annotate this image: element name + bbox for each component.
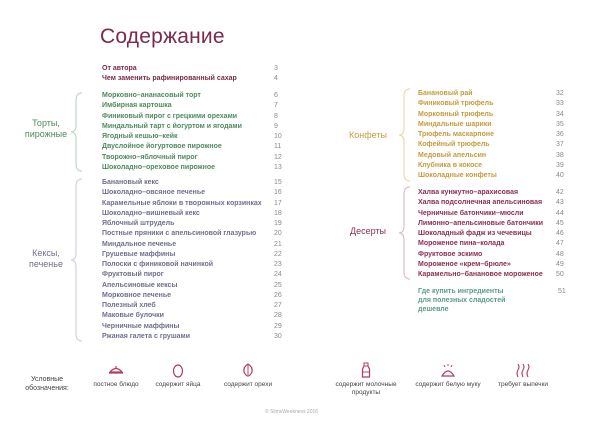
toc-entry-page: 4 (274, 75, 278, 83)
toc-entry-label: Мороженое «крем–брюле» (418, 260, 511, 268)
toc-entry-candies[interactable] (418, 99, 576, 109)
toc-entry-label: Миндальный тарт с йогуртом и ягодами (102, 122, 242, 130)
toc-entry-page: 32 (556, 90, 564, 97)
toc-entry-desserts[interactable] (418, 198, 576, 208)
legend-oven (490, 362, 556, 389)
flour-icon (440, 362, 456, 378)
legend-label-flour: содержит белую муку (415, 381, 481, 388)
toc-entry-page: 10 (274, 133, 282, 140)
toc-entry-label: Шоколадный фадж из чечевицы (418, 230, 532, 237)
toc-entry-page: 26 (274, 291, 282, 299)
toc-entry-label: Финиковый пирог с грецкими орехами (102, 112, 238, 120)
toc-entry-page: 24 (274, 271, 282, 279)
toc-entry-cakes[interactable] (102, 101, 294, 111)
toc-entry-desserts[interactable] (418, 260, 576, 270)
toc-entry-label: Маковые булочки (102, 312, 164, 320)
toc-entry-page: 15 (274, 179, 282, 186)
copyright: © SlimsWeekness 2016 (265, 409, 319, 415)
toc-entry-page: 29 (274, 322, 282, 330)
toc-entry-desserts[interactable] (418, 188, 576, 198)
toc-entry-candies[interactable] (418, 89, 576, 99)
legend-label-dairy: содержит молочные продукты (335, 381, 397, 396)
toc-entry-label: Морковно–ананасовый торт (102, 92, 201, 99)
toc-entry-muffins[interactable] (102, 199, 294, 209)
oven-icon (515, 362, 531, 378)
toc-entry-label: Чем заменить рафинированный сахар (102, 75, 237, 83)
extra-entry-page: 51 (558, 288, 566, 295)
toc-entry-label: Медовый апельсин (418, 151, 487, 159)
toc-entry-label: Полоски с финиковой начинкой (102, 261, 214, 268)
toc-entry-label: Черничные маффины (102, 322, 180, 330)
toc-entry-label: Грушевые маффины (102, 250, 176, 258)
toc-entry-page: 42 (556, 189, 564, 196)
toc-entry-candies[interactable] (418, 110, 576, 120)
toc-entry-page: 35 (556, 120, 564, 128)
toc-entry-page: 11 (274, 143, 282, 151)
toc-entry-page: 16 (274, 189, 282, 197)
toc-entry-page: 30 (274, 332, 282, 340)
toc-entry-label: Карамельные яблоки в творожных корзинках (102, 199, 262, 207)
toc-entry-page: 47 (556, 240, 564, 248)
fasting-dish-icon (108, 362, 124, 378)
toc-entry-page: 44 (556, 209, 564, 217)
legend-dairy (326, 362, 406, 397)
toc-entry-label: Полезный хлеб (102, 302, 156, 309)
toc-entry-muffins[interactable] (102, 229, 294, 239)
toc-entry-label: Постные пряники с апельсиновой глазурью (102, 230, 257, 238)
toc-entry-label: Яблочный штрудель (102, 220, 175, 227)
toc-entry-page: 43 (556, 199, 564, 207)
nut-icon (240, 362, 256, 378)
toc-entry-page: 22 (274, 250, 282, 258)
legend-fasting (88, 362, 144, 389)
toc-entry-muffins[interactable] (102, 219, 294, 229)
legend-label-oven: требует выпечки (498, 381, 548, 388)
toc-entry-label: Шоколадно–вишневый кекс (102, 209, 200, 217)
toc-entry-label: Апельсиновые кексы (102, 281, 178, 289)
toc-entry-muffins[interactable] (102, 260, 294, 270)
toc-entry-cakes[interactable] (102, 153, 294, 163)
toc-entry-label: Творожно–яблочный пирог (102, 153, 198, 161)
toc-entry-page: 6 (274, 92, 278, 99)
toc-entry-page: 40 (556, 172, 564, 179)
toc-entry-desserts[interactable] (418, 270, 576, 280)
toc-entry-candies[interactable] (418, 140, 576, 150)
toc-entry-label: Фруктовое эскимо (418, 250, 483, 258)
toc-entry-desserts[interactable] (418, 209, 576, 219)
toc-entry-cakes[interactable] (102, 142, 294, 152)
toc-entry-label: Банановый рай (418, 90, 473, 97)
toc-entry-label: Халва кунжутно–арахисовая (418, 189, 519, 196)
extra-entry-label: Где купить ингредиенты для полезных сладостей дешевле (418, 288, 506, 313)
toc-entry-label: От автора (102, 65, 137, 72)
candies-brace (398, 88, 412, 182)
toc-entry-muffins[interactable] (102, 281, 294, 291)
toc-entry-label: Лимонно–апельсиновые батончики (418, 219, 544, 227)
toc-entry-desserts[interactable] (418, 219, 576, 229)
toc-entry-candies[interactable] (418, 151, 576, 161)
toc-entry-candies[interactable] (418, 161, 576, 171)
toc-entry-page: 50 (556, 271, 564, 278)
toc-entry-label: Ржаная галета с грушами (102, 332, 191, 340)
toc-entry-label: Мороженое пина–колада (418, 240, 505, 248)
toc-entry-page: 20 (274, 230, 282, 238)
toc-entry-page: 17 (274, 199, 282, 207)
toc-entry-label: Халва подсолнечная апельсиновая (418, 199, 543, 207)
toc-entry-muffins[interactable] (102, 240, 294, 250)
section-label-desserts: Десерты (349, 226, 386, 236)
toc-entry-label: Двуслойное йогуртовое пирожное (102, 143, 222, 151)
toc-entry-page: 21 (274, 240, 282, 248)
toc-entry-page: 37 (556, 141, 564, 149)
muffins-brace (70, 178, 84, 342)
toc-entry-desserts[interactable] (418, 250, 576, 260)
page-title: Содержание (100, 25, 225, 48)
toc-entry-intro[interactable] (102, 74, 294, 84)
toc-entry-muffins[interactable] (102, 332, 294, 342)
toc-entry-label: Карамельно–банановое мороженое (418, 271, 543, 278)
toc-entry-candies[interactable] (418, 171, 576, 181)
toc-entry-page: 34 (556, 110, 564, 118)
toc-entry-page: 49 (556, 260, 564, 268)
toc-entry-page: 28 (274, 312, 282, 320)
legend-label-egg: содержит яйца (155, 381, 201, 388)
toc-entry-page: 45 (556, 219, 564, 227)
toc-entry-cakes[interactable] (102, 132, 294, 142)
toc-entry-label: Финиковый трюфель (418, 100, 494, 108)
toc-entry-muffins[interactable] (102, 301, 294, 311)
toc-entry-muffins[interactable] (102, 178, 294, 188)
toc-entry-cakes[interactable] (102, 122, 294, 132)
toc-entry-label: Фруктовый пирог (102, 271, 164, 279)
toc-entry-muffins[interactable] (102, 322, 294, 332)
toc-entry-page: 39 (556, 161, 564, 169)
toc-entry-muffins[interactable] (102, 188, 294, 198)
toc-entry-muffins[interactable] (102, 270, 294, 280)
toc-entry-page: 48 (556, 250, 564, 258)
toc-entry-intro[interactable] (102, 64, 294, 74)
toc-entry-muffins[interactable] (102, 311, 294, 321)
toc-entry-page: 13 (274, 163, 282, 171)
toc-entry-cakes[interactable] (102, 163, 294, 173)
toc-entry-page: 19 (274, 220, 282, 227)
toc-entry-label: Миндальные шарики (418, 120, 492, 128)
toc-entry-label: Шоколадно–овсяное печенье (102, 189, 206, 197)
toc-entry-label: Шоколадные конфеты (418, 172, 497, 179)
toc-entry-page: 27 (274, 302, 282, 309)
toc-entry-page: 36 (556, 131, 564, 138)
cakes-brace (70, 92, 84, 172)
toc-entry-page: 3 (274, 65, 278, 72)
milk-bottle-icon (358, 362, 374, 378)
toc-entry-label: Морковное печенье (102, 291, 172, 299)
toc-entry-muffins[interactable] (102, 209, 294, 219)
toc-entry-label: Имбирная картошка (102, 102, 172, 110)
toc-entry-page: 46 (556, 230, 564, 237)
egg-icon (170, 362, 186, 378)
extra-entry[interactable] (418, 287, 568, 317)
toc-entry-page: 33 (556, 100, 564, 108)
toc-entry-muffins[interactable] (102, 291, 294, 301)
toc-entry-label: Шоколадно–ореховое пирожное (102, 163, 216, 171)
toc-entry-label: Трюфель маскарпоне (418, 131, 495, 138)
toc-entry-page: 7 (274, 102, 278, 110)
toc-entry-label: Ягодный кешью–кейк (102, 133, 178, 140)
desserts-brace (398, 186, 412, 280)
legend-label-fasting: постное блюдо (93, 381, 139, 388)
legend-nut (218, 362, 278, 389)
toc-entry-label: Миндальное печенье (102, 240, 177, 248)
toc-entry-cakes[interactable] (102, 112, 294, 122)
toc-entry-page: 12 (274, 153, 282, 161)
legend-title: Условные обозначения: (25, 376, 69, 392)
toc-entry-label: Морковный трюфель (418, 110, 494, 118)
toc-entry-label: Кофейный трюфель (418, 141, 490, 149)
section-label-candies: Конфеты (349, 130, 387, 140)
toc-entry-page: 25 (274, 281, 282, 289)
toc-entry-cakes[interactable] (102, 91, 294, 101)
toc-entry-page: 18 (274, 209, 282, 217)
section-label-muffins: Кексы, печенье (29, 248, 63, 269)
toc-entry-desserts[interactable] (418, 239, 576, 249)
toc-entry-label: Клубника в кокосе (418, 161, 483, 169)
toc-entry-page: 38 (556, 151, 564, 159)
section-label-cakes: Торты, пирожные (24, 118, 68, 139)
toc-entry-label: Черничные батончики–мюсли (418, 209, 524, 217)
toc-entry-muffins[interactable] (102, 250, 294, 260)
toc-entry-desserts[interactable] (418, 229, 576, 239)
toc-entry-page: 23 (274, 261, 282, 268)
legend-label-nut: содержит орехи (223, 381, 273, 388)
toc-entry-candies[interactable] (418, 120, 576, 130)
toc-entry-candies[interactable] (418, 130, 576, 140)
toc-entry-page: 9 (274, 122, 278, 130)
toc-entry-label: Банановый кекс (102, 179, 159, 186)
legend-flour (408, 362, 488, 389)
toc-entry-page: 8 (274, 112, 278, 120)
legend-egg (148, 362, 208, 389)
